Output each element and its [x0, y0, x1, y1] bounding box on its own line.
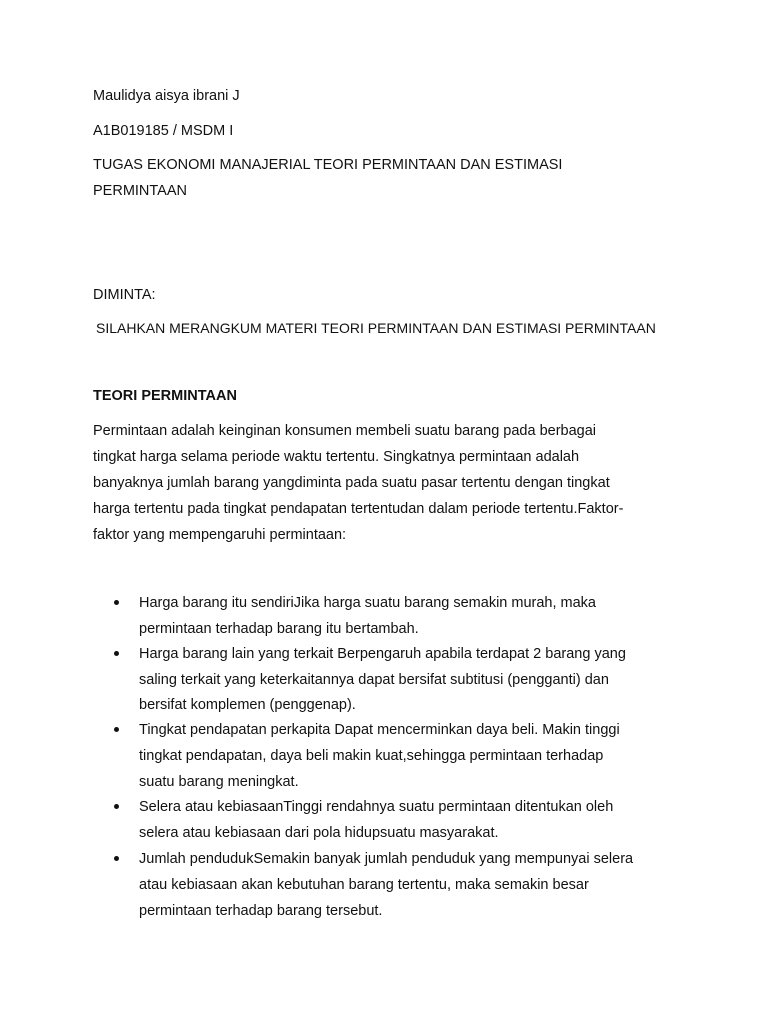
bullet-icon [114, 856, 119, 861]
bullet-icon [114, 651, 119, 656]
bullet-icon [114, 804, 119, 809]
bullet-text-line: Harga barang lain yang terkait Berpengaruh apabila terdapat 2 barang yang [139, 646, 626, 662]
student-id-course: A1B019185 / MSDM I [93, 123, 234, 139]
bullet-text-line: atau kebiasaan akan kebutuhan barang tertentu, maka semakin besar [139, 877, 589, 893]
bullet-text-line: Tingkat pendapatan perkapita Dapat mencerminkan daya beli. Makin tinggi [139, 722, 620, 738]
bullet-text-line: Harga barang itu sendiriJika harga suatu barang semakin murah, maka [139, 595, 596, 611]
request-instruction: SILAHKAN MERANGKUM MATERI TEORI PERMINTAAN DAN ESTIMASI PERMINTAAN [96, 320, 656, 336]
bullet-text-line: Selera atau kebiasaanTinggi rendahnya suatu permintaan ditentukan oleh [139, 799, 614, 815]
author-name: Maulidya aisya ibrani J [93, 88, 240, 104]
paragraph-line: harga tertentu pada tingkat pendapatan tertentudan dalam periode tertentu.Faktor- [93, 501, 624, 517]
paragraph-line: tingkat harga selama periode waktu tertentu. Singkatnya permintaan adalah [93, 449, 580, 465]
bullet-text-line: permintaan terhadap barang tersebut. [139, 903, 383, 919]
bullet-text-line: tingkat pendapatan, daya beli makin kuat,sehingga permintaan terhadap [139, 748, 604, 764]
bullet-text-line: permintaan terhadap barang itu bertambah. [139, 621, 419, 637]
bullet-text-line: saling terkait yang keterkaitannya dapat bersifat subtitusi (pengganti) dan [139, 672, 609, 688]
paragraph-line: faktor yang mempengaruhi permintaan: [93, 527, 347, 543]
section-heading: TEORI PERMINTAAN [93, 388, 237, 404]
bullet-icon [114, 600, 119, 605]
bullet-text-line: selera atau kebiasaan dari pola hidupsuatu masyarakat. [139, 825, 499, 841]
paragraph-line: Permintaan adalah keinginan konsumen membeli suatu barang pada berbagai [93, 423, 597, 439]
bullet-icon [114, 727, 119, 732]
request-label: DIMINTA: [93, 287, 156, 303]
document-title-line-1: TUGAS EKONOMI MANAJERIAL TEORI PERMINTAAN DAN ESTIMASI [93, 157, 563, 173]
bullet-text-line: bersifat komplemen (penggenap). [139, 697, 356, 713]
bullet-text-line: suatu barang meningkat. [139, 774, 299, 790]
paragraph-line: banyaknya jumlah barang yangdiminta pada suatu pasar tertentu dengan tingkat [93, 475, 610, 491]
document-title-line-2: PERMINTAAN [93, 183, 187, 199]
bullet-text-line: Jumlah pendudukSemakin banyak jumlah penduduk yang mempunyai selera [139, 851, 634, 867]
